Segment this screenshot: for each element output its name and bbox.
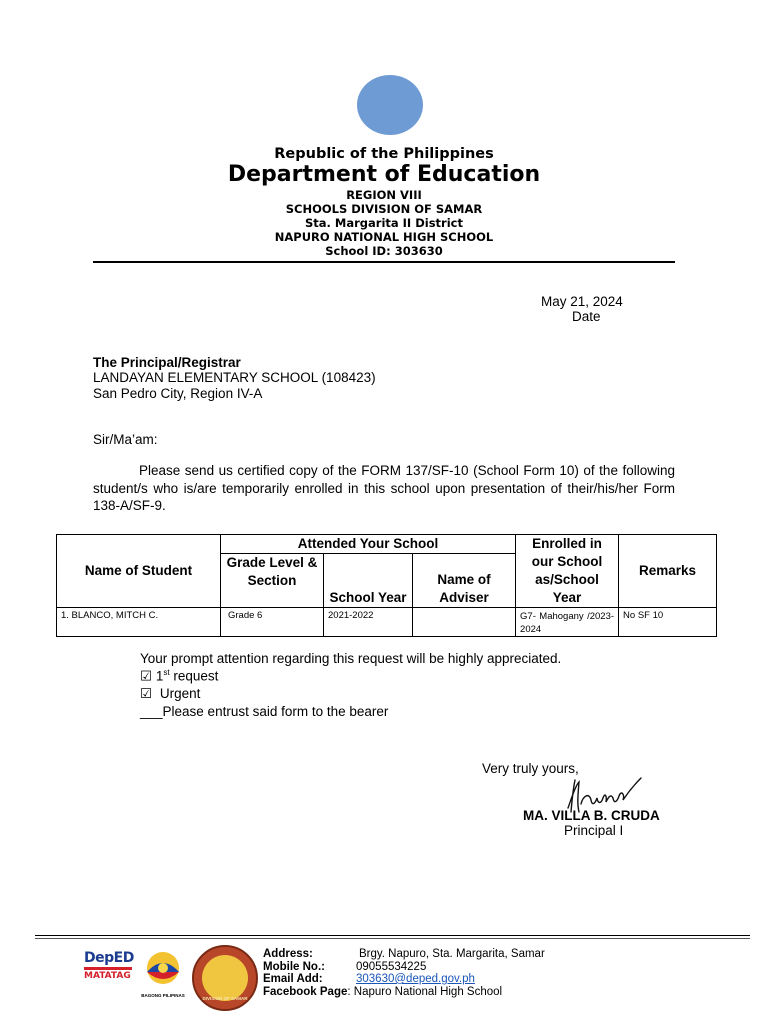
division-seal	[192, 945, 258, 1011]
division-line: SCHOOLS DIVISION OF SAMAR	[285, 202, 483, 216]
cell-grade: Grade 6	[221, 608, 324, 637]
first-num: 1	[155, 668, 164, 684]
valediction: Very truly yours,	[482, 761, 579, 776]
header-remarks: Remarks	[619, 535, 717, 608]
address-label: Address:	[263, 948, 313, 960]
header-enrolled: Enrolled in our School as/School Year	[516, 535, 619, 608]
school-id-line: School ID: 303630	[325, 244, 443, 258]
cell-remarks: No SF 10	[619, 608, 717, 637]
body-paragraph: Please send us certified copy of the FORM 137/SF-10 (School Form 10) of the following student/s who is/are temporarily enrolled in this school upon presentation of their/his/her Form 138-A/SF-9.	[93, 463, 675, 513]
division-seal-text: DIVISION OF SAMAR	[202, 996, 248, 1001]
header-adviser: Name of Adviser	[413, 554, 516, 608]
blank-line: ___	[140, 704, 163, 719]
first-text: request	[169, 668, 219, 684]
header-grade-section: Grade Level & Section	[221, 554, 324, 608]
deped-seal	[357, 75, 423, 135]
district-line: Sta. Margarita II District	[305, 216, 463, 230]
checkbox-icon: ☑	[140, 686, 153, 701]
signatory-name: MA. VILLA B. CRUDA	[523, 808, 660, 823]
checkbox-icon: ☑	[140, 668, 153, 684]
header-name-of-student: Name of Student	[57, 535, 221, 608]
date-label: Date	[572, 309, 601, 324]
bagong-text: BAGONG PILIPINAS	[141, 993, 185, 998]
signatory-title: Principal I	[564, 823, 624, 838]
salutation: Sir/Ma’am:	[93, 432, 158, 447]
cell-school-year: 2021-2022	[324, 608, 413, 637]
cell-student-name: 1. BLANCO, MITCH C.	[57, 608, 221, 637]
cell-adviser	[413, 608, 516, 637]
footer-divider-secondary	[35, 938, 750, 939]
student-table	[56, 534, 717, 637]
cell-enrolled: G7- Mahogany /2023-2024	[516, 608, 619, 637]
letter-date: May 21, 2024	[541, 294, 623, 309]
email-label: Email Add:	[263, 973, 323, 985]
first-request-option	[140, 668, 218, 685]
republic-line: Republic of the Philippines	[274, 146, 494, 162]
attention-line: Your prompt attention regarding this request will be highly appreciated.	[140, 651, 562, 666]
bearer-text: Please entrust said form to the bearer	[162, 704, 389, 719]
urgent-option	[140, 686, 200, 702]
address-value: Brgy. Napuro, Sta. Margarita, Samar	[359, 948, 545, 960]
deped-logo-text: DepED	[84, 950, 134, 966]
recipient-school: LANDAYAN ELEMENTARY SCHOOL (108423)	[93, 370, 376, 385]
region-line: REGION VIII	[346, 188, 422, 202]
facebook-label: Facebook Page	[263, 986, 348, 998]
footer-divider	[35, 935, 750, 936]
school-line: NAPURO NATIONAL HIGH SCHOOL	[274, 230, 494, 244]
mobile-label: Mobile No.:	[263, 961, 325, 973]
bagong-pilipinas-emblem	[141, 950, 185, 988]
header-school-year: School Year	[324, 554, 413, 608]
first-sup: st	[163, 668, 170, 677]
division-seal-inner	[202, 955, 248, 1001]
facebook-value: : Napuro National High School	[347, 986, 503, 998]
header-attended: Attended Your School	[221, 535, 516, 554]
deped-matatag-logo	[84, 950, 132, 998]
matatag-text: MATATAG	[84, 971, 131, 981]
logo-stripe	[84, 967, 132, 970]
header-divider	[93, 261, 675, 263]
bearer-option	[140, 704, 388, 719]
recipient-address: San Pedro City, Region IV-A	[93, 386, 263, 401]
mobile-value: 09055534225	[356, 961, 427, 973]
bagong-pilipinas-logo	[141, 950, 185, 996]
urgent-text: Urgent	[159, 686, 201, 701]
table-row	[57, 608, 717, 637]
recipient-title: The Principal/Registrar	[93, 355, 241, 370]
department-title: Department of Education	[227, 162, 541, 187]
facebook-line	[263, 986, 502, 998]
email-link[interactable]: 303630@deped.gov.ph	[356, 973, 475, 985]
